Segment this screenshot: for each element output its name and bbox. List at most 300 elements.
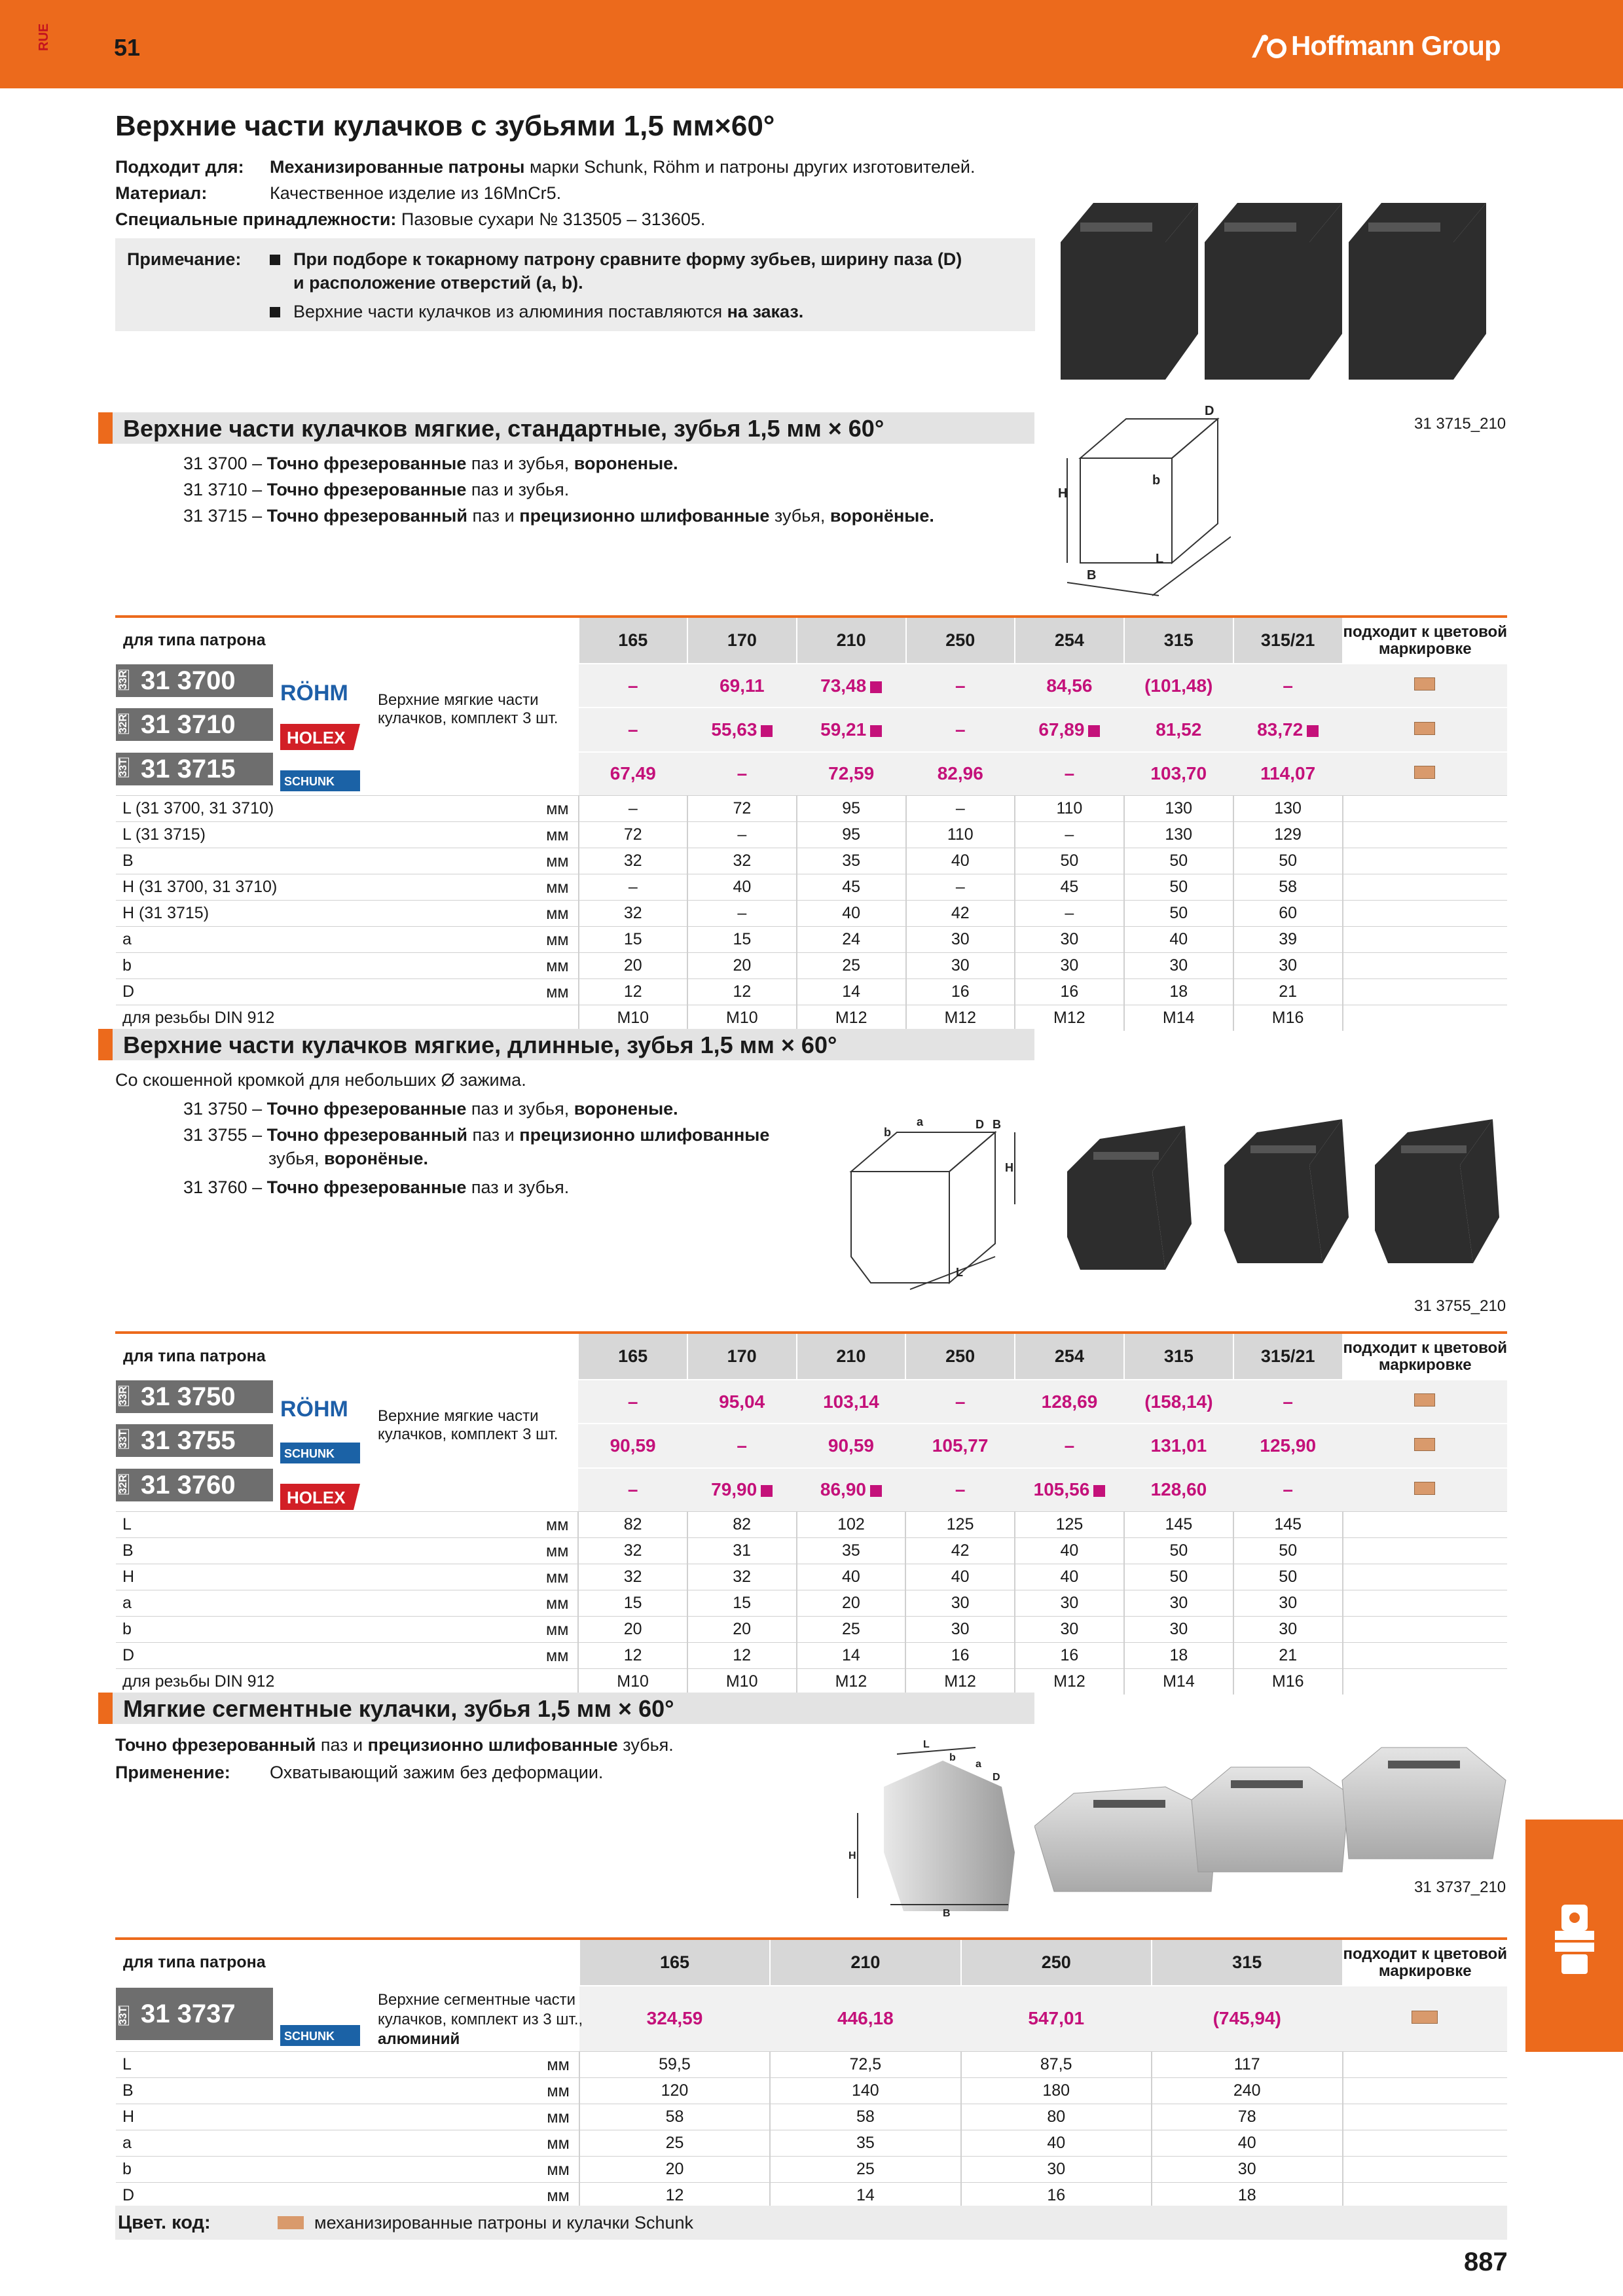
dimension-value: 30 [906,927,1015,953]
rohm-logo [278,678,363,707]
dimension-name: D [122,1646,135,1665]
price: 103,70 [1124,752,1233,796]
svg-text:L: L [923,1739,930,1750]
dimension-value: 16 [906,979,1015,1005]
product-description [378,1407,558,1444]
price: 55,63 [711,719,757,740]
dimension-label [116,1005,579,1031]
dimension-value: – [687,822,797,848]
dimension-value: M12 [1015,1669,1124,1695]
dimension-value: 58 [1233,874,1343,901]
dimension-row [116,874,1507,901]
svg-text:b: b [1152,473,1161,488]
col-header: 254 [1015,1333,1124,1380]
dimension-unit: мм [547,2134,570,2153]
dimension-value: 130 [1124,796,1233,822]
dimension-value: 45 [797,874,906,901]
svg-text:a: a [976,1759,981,1770]
hoffmann-logo [1250,30,1501,62]
line-313700 [183,452,678,475]
dimension-name: b [122,956,132,975]
line-bold: Точно фрезерованные [266,1099,467,1119]
dimension-row [116,1590,1507,1617]
dimension-row [116,2051,1507,2077]
material-text: Качественное изделие из 16MnCr5. [270,183,562,203]
dimension-value: 40 [1152,2130,1343,2156]
article-number[interactable] [116,664,273,697]
bullet-icon [270,307,280,317]
dimension-value: – [687,901,797,927]
color-marker [1414,722,1435,735]
for-bold: Механизированные патроны [270,157,525,177]
note-2 [270,300,803,323]
dimension-unit: мм [547,2186,570,2205]
price: 81,52 [1124,708,1233,751]
line-313755 [183,1123,769,1147]
line-code: 31 3715 – [183,506,267,526]
dimension-value: 20 [579,953,687,979]
dimension-label [116,848,579,874]
svg-text:H: H [848,1850,856,1861]
dimension-value: 58 [579,2104,770,2130]
col-header: 170 [687,617,797,664]
dimension-value: 30 [1015,1617,1124,1643]
svg-text:B: B [943,1908,951,1918]
price: – [1233,1380,1343,1424]
dimension-value: 87,5 [961,2051,1152,2077]
dimension-unit: мм [546,931,569,950]
dimension-value: 15 [687,1590,797,1617]
line-code: 31 3710 – [183,480,267,499]
dimension-value: 35 [797,1538,906,1564]
dimension-value: 30 [1233,1617,1343,1643]
dimension-value: – [579,874,687,901]
price-cell [797,1468,906,1512]
dimension-row [116,796,1507,822]
fit-line-1: подходит к цветовой [1343,622,1507,641]
version-tag: 33T [118,2006,129,2025]
jaw-diagram-long [845,1113,1041,1302]
empty-cell [1343,1617,1507,1643]
line-313715 [183,504,934,528]
intro-accessories [115,207,705,231]
price: (158,14) [1124,1380,1233,1424]
dimension-label [116,1669,578,1695]
for-text: марки Schunk, Röhm и патроны других изготовителей. [524,157,976,177]
version-tag: 32R [118,1474,129,1494]
color-marker [1414,766,1435,779]
legend-label: Цвет. код: [118,2212,211,2233]
price: – [905,1468,1015,1512]
stock-marker [1088,725,1100,737]
line-code: 31 3755 – [183,1125,267,1145]
dimension-value: 21 [1233,1643,1343,1669]
dimension-row [116,2156,1507,2182]
chapter-tab[interactable] [1525,1820,1623,2052]
dimension-label [116,901,579,927]
dimension-value: – [1015,822,1124,848]
chuck-type-label: для типа патрона [116,1333,578,1380]
dimension-value: 32 [579,901,687,927]
table-long-dimensions [116,1512,1507,1695]
section-accent-bar [98,412,113,444]
color-marker [1414,1393,1435,1407]
price-cell [1233,708,1343,751]
page-number-top: 51 [114,34,141,61]
line-code: 31 3700 – [183,454,267,473]
color-code-header [1343,1939,1507,1986]
price: – [1015,1424,1124,1467]
price: 103,14 [797,1380,906,1424]
dimension-row [116,1512,1507,1538]
dimension-row [116,2104,1507,2130]
dimension-label [116,2077,579,2104]
dimension-value: 50 [1124,901,1233,927]
dimension-value: 20 [579,2156,770,2182]
article-number[interactable] [116,1380,273,1413]
price-cell [1015,708,1124,751]
section-accent-bar [98,1693,113,1724]
dimension-value: 140 [770,2077,960,2104]
dimension-value: 50 [1233,848,1343,874]
desc-line-1: Верхние мягкие части [378,1407,539,1426]
dimension-value: 16 [905,1643,1015,1669]
empty-cell [1343,2130,1507,2156]
col-header: 165 [579,1939,770,1986]
fit-line-2: маркировке [1378,1962,1472,1980]
empty-cell [1343,796,1507,822]
product-row-313737 [116,1986,1507,2051]
dimension-name: L [122,2054,132,2073]
dimension-value: 145 [1233,1512,1343,1538]
line-bold: Точно фрезерованный [115,1735,316,1755]
line-bold: Точно фрезерованные [266,454,467,473]
article-number[interactable] [116,1988,273,2040]
dimension-value: 125 [1015,1512,1124,1538]
color-code-cell [1343,1380,1507,1424]
table-segment-dimensions [116,2051,1507,2208]
dimension-value: 30 [961,2156,1152,2182]
stock-marker [761,1485,773,1497]
dimension-value: 45 [1015,874,1124,901]
dimension-value: 32 [578,1538,687,1564]
line-313750 [183,1097,678,1121]
empty-cell [1343,848,1507,874]
svg-text:RÖHM: RÖHM [280,681,348,706]
section-segment-header [98,1693,1034,1724]
dimension-value: 31 [687,1538,797,1564]
line-bold: прецизионно шлифованные [519,506,770,526]
dimension-label [116,2104,579,2130]
color-code-cell [1343,1468,1507,1512]
empty-cell [1343,2156,1507,2182]
section-long-header [98,1029,1034,1060]
dimension-value: 82 [578,1512,687,1538]
dimension-name: B [122,852,134,870]
version-tag: 33T [118,758,129,777]
price: 79,90 [711,1479,757,1500]
dimension-name: B [122,1541,134,1560]
empty-cell [1343,1005,1507,1031]
dimension-value: M10 [578,1669,687,1695]
stock-marker [761,725,773,737]
dimension-value: 30 [1015,953,1124,979]
dimension-value: 20 [687,953,797,979]
dimension-unit: мм [546,826,569,845]
version-tag: 33R [118,1386,129,1406]
dimension-value: 12 [579,979,687,1005]
price: 90,59 [797,1424,906,1467]
price: 67,89 [1038,719,1085,740]
col-header: 315/21 [1233,617,1343,664]
dimension-value: 102 [797,1512,906,1538]
svg-text:L: L [1156,552,1164,566]
dimension-value: M14 [1124,1669,1233,1695]
dimension-value: 72 [579,822,687,848]
dimension-value: 12 [578,1643,687,1669]
line-313755-cont [268,1147,428,1170]
color-marker [1414,677,1435,691]
col-header: 165 [579,617,687,664]
dimension-row [116,953,1507,979]
dimension-value: 42 [906,901,1015,927]
fit-line-1: подходит к цветовой [1343,1338,1507,1357]
dimension-name: a [122,1594,132,1613]
line-text: паз и [467,1125,520,1145]
price: – [1233,1468,1343,1512]
price: (745,94) [1152,1986,1343,2051]
dimension-unit: мм [546,800,569,819]
price: 90,59 [578,1424,687,1467]
dimension-value: 110 [1015,796,1124,822]
empty-cell [1343,1643,1507,1669]
product-cell [116,752,579,796]
dimension-value: 20 [797,1590,906,1617]
article-number[interactable] [116,708,273,741]
dimension-value: 129 [1233,822,1343,848]
article-number[interactable] [116,1424,273,1457]
price: – [905,1380,1015,1424]
color-marker [1414,1438,1435,1451]
dimension-name: b [122,1620,132,1639]
dimension-value: 30 [905,1617,1015,1643]
stock-marker [870,681,882,693]
dimension-value: 15 [578,1590,687,1617]
image-ref-3: 31 3737_210 [1414,1878,1506,1896]
product-row-313760 [116,1468,1507,1512]
dimension-name: для резьбы DIN 912 [122,1672,275,1691]
note-1 [270,247,962,271]
dimension-label [116,2156,579,2182]
dimension-value: 78 [1152,2104,1343,2130]
price-cell [797,664,906,708]
dimension-name: D [122,2185,135,2204]
legend-text: механизированные патроны и кулачки Schunk [314,2213,694,2233]
intro-for [115,155,976,179]
col-header: 210 [797,617,906,664]
line-bold: Точно фрезерованные [266,480,467,499]
dimension-value: M12 [797,1669,906,1695]
price-cell [687,1468,797,1512]
dimension-value: 24 [797,927,906,953]
dimension-label [116,927,579,953]
dimension-value: 40 [687,874,797,901]
line-313760 [183,1175,569,1199]
empty-cell [1343,2051,1507,2077]
stock-marker [870,1485,882,1497]
svg-text:a: a [917,1115,924,1128]
dimension-value: 40 [1015,1538,1124,1564]
empty-cell [1343,2077,1507,2104]
product-row-313755 [116,1424,1507,1467]
dimension-value: 32 [687,848,797,874]
dimension-value: 14 [770,2182,960,2208]
article-code: 31 3710 [141,710,236,740]
dimension-name: L (31 3700, 31 3710) [122,799,274,818]
stock-marker [870,725,882,737]
dimension-value: 125 [905,1512,1015,1538]
intro-material [115,181,562,205]
product-row-313700 [116,664,1507,708]
dimension-value: 50 [1124,1564,1233,1590]
price: 82,96 [906,752,1015,796]
jaws-photo-long [1054,1100,1512,1289]
dimension-unit: мм [546,905,569,924]
fit-line-1: подходит к цветовой [1343,1945,1507,1963]
svg-text:HOLEX: HOLEX [286,1488,346,1508]
dimension-unit: мм [546,1621,569,1640]
dimension-value: 30 [1015,1590,1124,1617]
dimension-value: – [579,796,687,822]
article-code: 31 3750 [141,1382,236,1411]
jaws-photo-standard [1054,183,1512,393]
dimension-value: 15 [579,927,687,953]
fit-line-2: маркировке [1378,639,1472,658]
dimension-row [116,1005,1507,1031]
price: 95,04 [687,1380,797,1424]
dimension-label [116,1564,578,1590]
section-standard-header [98,412,1034,444]
dimension-value: 21 [1233,979,1343,1005]
dimension-value: M10 [687,1669,797,1695]
price: 547,01 [961,1986,1152,2051]
table-header-row [116,1939,1507,1986]
dimension-value: 30 [906,953,1015,979]
dimension-value: 18 [1124,979,1233,1005]
dimension-value: 40 [797,1564,906,1590]
empty-cell [1343,1669,1507,1695]
dimension-value: 50 [1233,1564,1343,1590]
dimension-value: 12 [579,2182,770,2208]
dimension-value: 40 [1015,1564,1124,1590]
dimension-value: 58 [770,2104,960,2130]
dimension-value: 20 [687,1617,797,1643]
price: – [687,752,797,796]
color-marker [1412,2011,1438,2024]
dimension-value: M10 [579,1005,687,1031]
svg-text:SCHUNK: SCHUNK [283,2029,335,2043]
dimension-value: 145 [1124,1512,1233,1538]
dimension-value: 59,5 [579,2051,770,2077]
line-313710 [183,478,569,501]
note-2-text: Верхние части кулачков из алюминия поставляются [293,302,727,321]
dimension-value: 117 [1152,2051,1343,2077]
price: 128,60 [1124,1468,1233,1512]
desc-line-3: алюминий [378,2030,460,2048]
dimension-label [116,1538,578,1564]
svg-text:SCHUNK: SCHUNK [283,1446,335,1460]
price: (101,48) [1124,664,1233,708]
dimension-value: 20 [578,1617,687,1643]
price: 324,59 [579,1986,770,2051]
line-bold: Точно фрезерованный [266,1125,467,1145]
stock-marker [1093,1485,1105,1497]
empty-cell [1343,1564,1507,1590]
schunk-logo [278,766,363,795]
col-header: 170 [687,1333,797,1380]
article-number[interactable] [116,1469,273,1501]
dimension-value: 16 [1015,979,1124,1005]
table-standard-dimensions [116,796,1507,1031]
rohm-logo [278,1394,363,1423]
line-bold: воронёные. [324,1149,428,1168]
product-row-313715 [116,752,1507,796]
page-number-bottom: 887 [1464,2248,1508,2276]
color-code-cell [1343,1986,1507,2051]
dimension-row [116,901,1507,927]
line-bold: Точно фрезерованный [266,506,467,526]
dimension-unit: мм [546,1568,569,1587]
dimension-name: D [122,982,135,1001]
svg-text:b: b [949,1752,956,1763]
note-label: Примечание: [127,249,242,269]
svg-text:SCHUNK: SCHUNK [283,775,335,789]
legend-swatch [278,2216,304,2229]
dimension-value: 25 [797,953,906,979]
dimension-name: H (31 3700, 31 3710) [122,878,278,897]
dimension-label [116,1643,578,1669]
dimension-value: M16 [1233,1669,1343,1695]
article-number[interactable] [116,753,273,785]
svg-text:HOLEX: HOLEX [286,727,346,747]
material-label: Материал: [115,183,208,203]
dimension-label [116,1512,578,1538]
dimension-value: 82 [687,1512,797,1538]
dimension-row [116,979,1507,1005]
product-row-313750 [116,1380,1507,1424]
image-ref-2: 31 3755_210 [1414,1297,1506,1315]
dimension-value: 40 [906,848,1015,874]
dimension-name: a [122,930,132,949]
desc-line-2: кулачков, комплект 3 шт. [378,1426,558,1444]
holex-logo [278,723,363,751]
svg-text:D: D [1205,406,1214,418]
dimension-value: 30 [1015,927,1124,953]
schunk-logo [278,1439,363,1467]
article-code: 31 3755 [141,1426,236,1456]
svg-text:H: H [1058,486,1068,501]
price: – [906,708,1015,751]
dimension-value: – [906,796,1015,822]
dimension-value: 50 [1124,848,1233,874]
dimension-value: 95 [797,796,906,822]
for-label: Подходит для: [115,157,244,177]
dimension-label [116,2051,579,2077]
price-cell [687,708,797,751]
dimension-value: M12 [797,1005,906,1031]
dimension-label [116,1590,578,1617]
line-code: 31 3760 – [183,1177,267,1197]
